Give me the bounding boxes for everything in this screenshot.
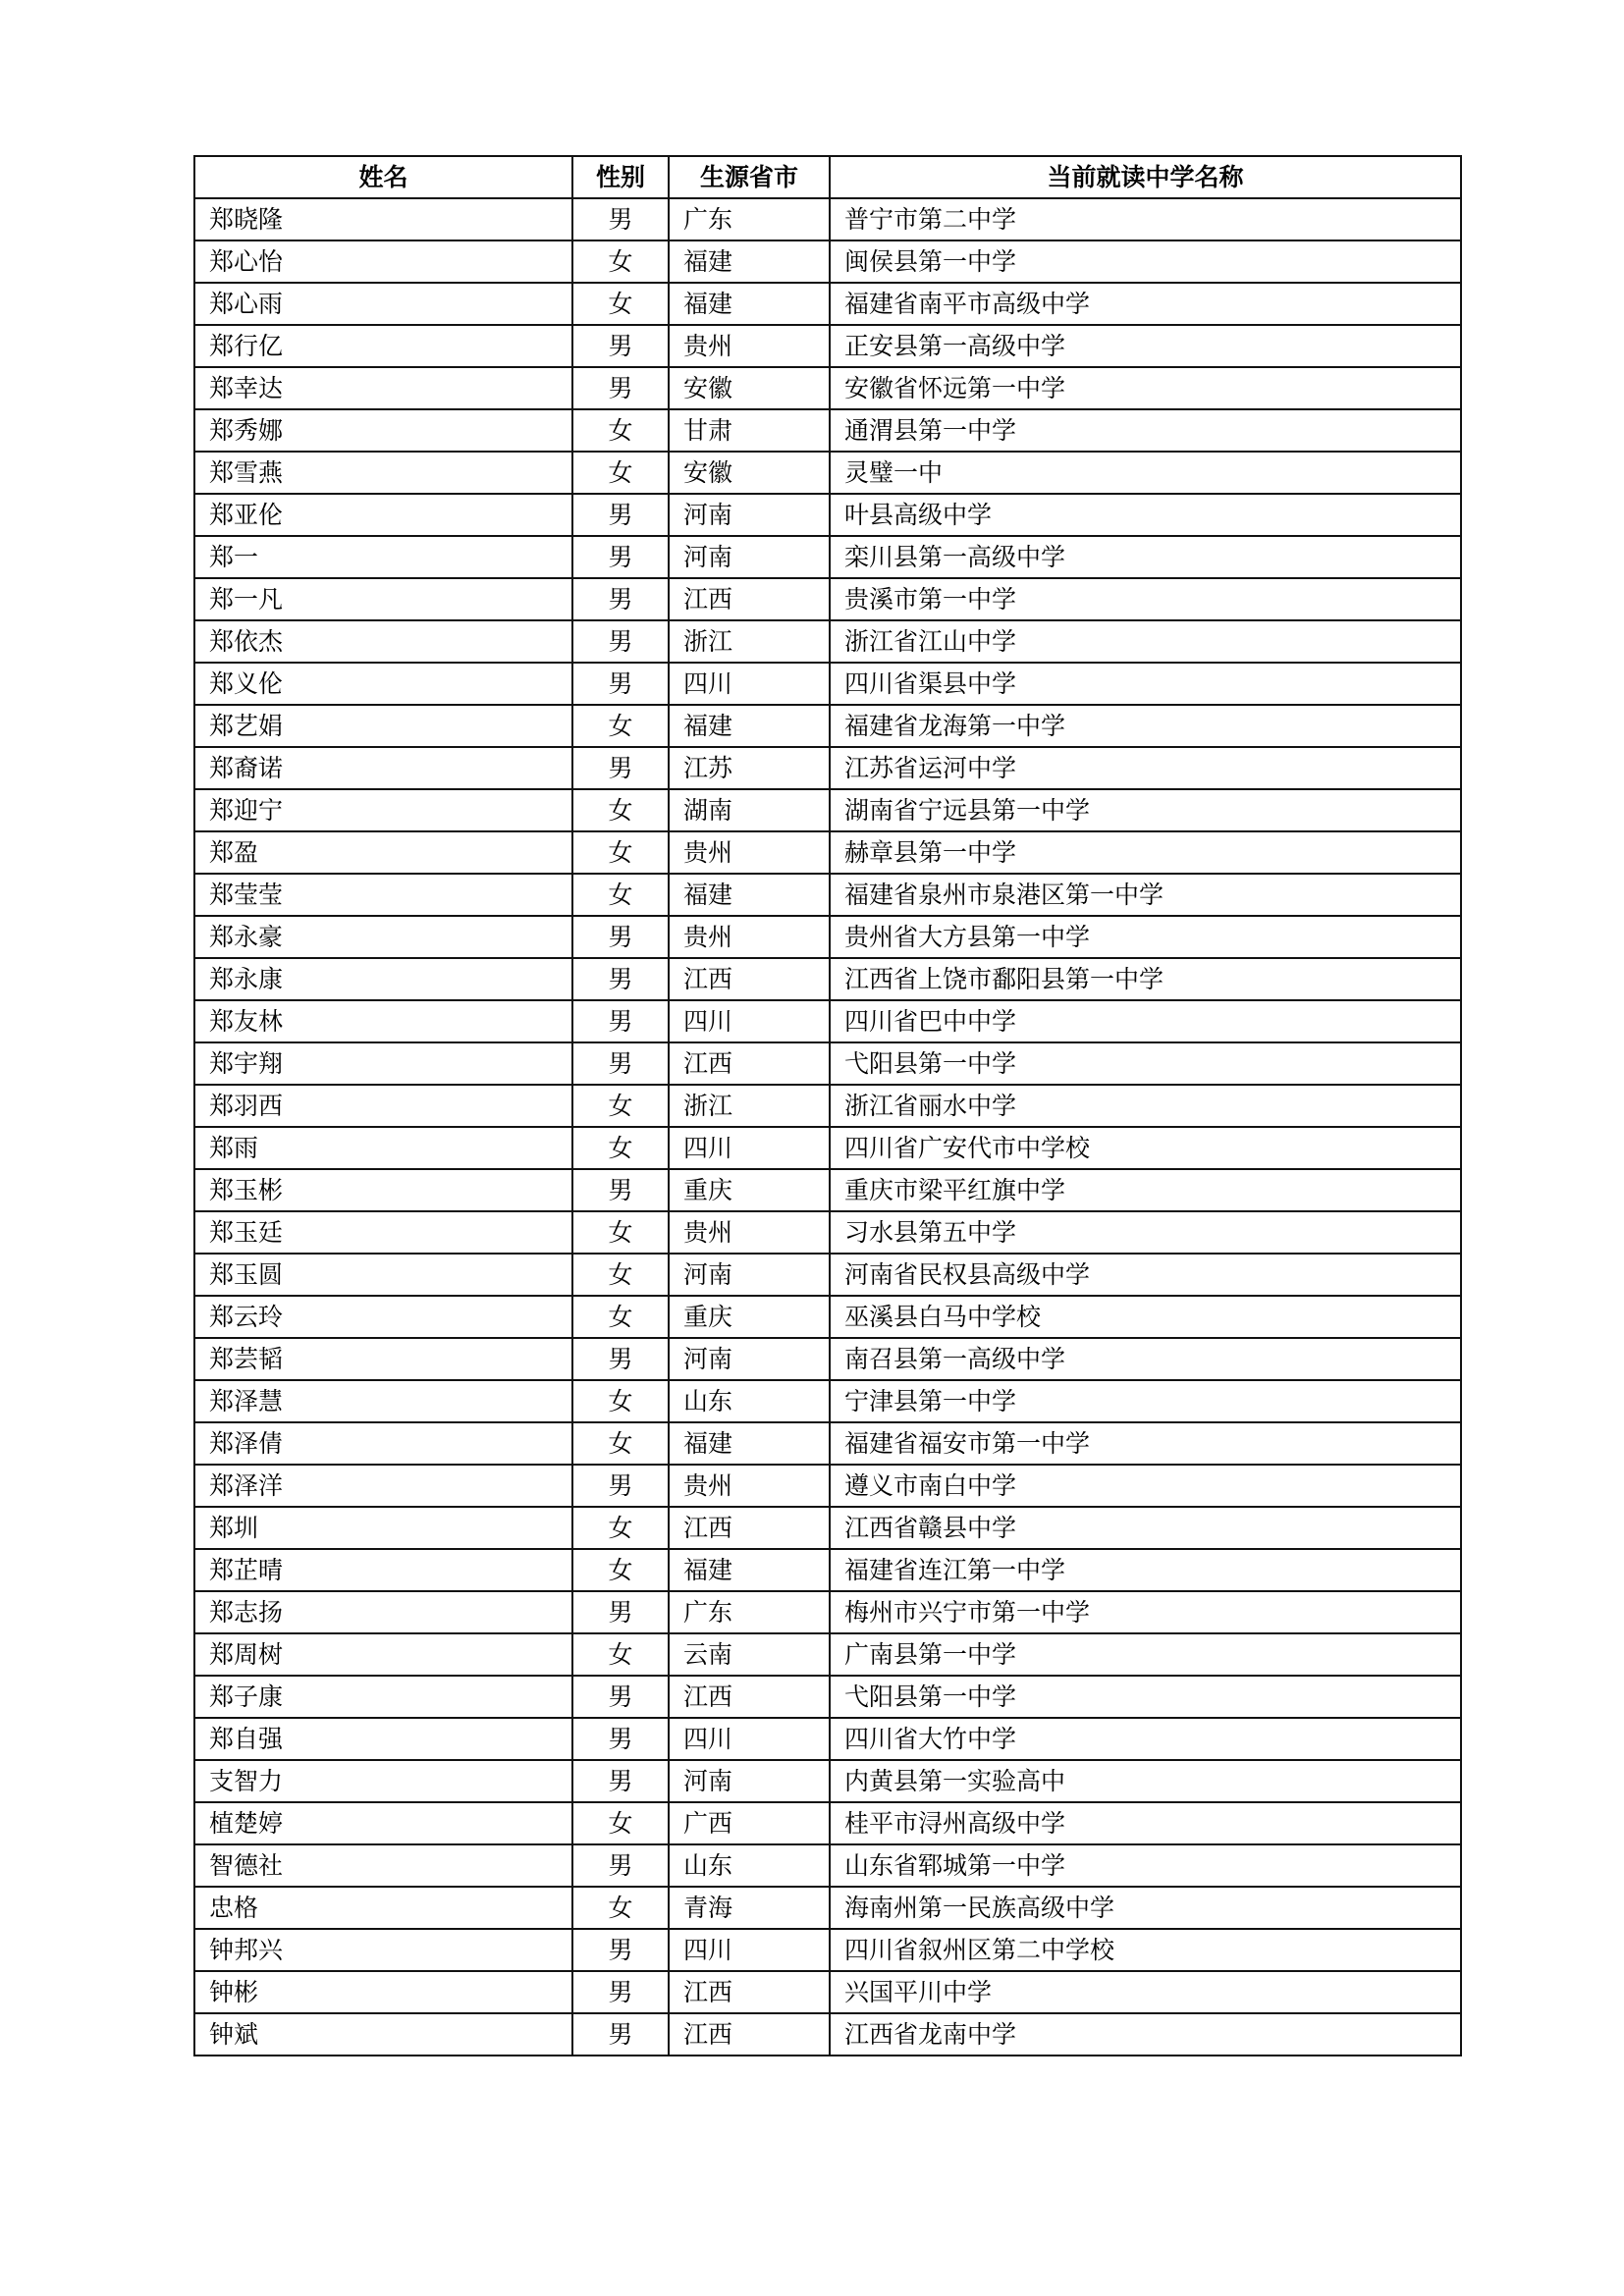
cell-province: 山东 bbox=[669, 1380, 830, 1422]
cell-gender: 男 bbox=[572, 1676, 669, 1718]
cell-province: 重庆 bbox=[669, 1169, 830, 1211]
table-row bbox=[194, 367, 1461, 409]
cell-province: 福建 bbox=[669, 1422, 830, 1465]
cell-gender: 女 bbox=[572, 240, 669, 283]
cell-name: 郑泽倩 bbox=[194, 1422, 572, 1465]
cell-gender: 女 bbox=[572, 1296, 669, 1338]
cell-name: 郑亚伦 bbox=[194, 494, 572, 536]
cell-province: 河南 bbox=[669, 536, 830, 578]
table-row bbox=[194, 1844, 1461, 1887]
cell-gender: 男 bbox=[572, 1000, 669, 1042]
cell-school: 福建省连江第一中学 bbox=[830, 1549, 1461, 1591]
cell-name: 郑芸韬 bbox=[194, 1338, 572, 1380]
table-row bbox=[194, 874, 1461, 916]
cell-gender: 男 bbox=[572, 494, 669, 536]
cell-gender: 男 bbox=[572, 1169, 669, 1211]
cell-gender: 男 bbox=[572, 2013, 669, 2056]
cell-gender: 男 bbox=[572, 1971, 669, 2013]
cell-province: 浙江 bbox=[669, 620, 830, 663]
cell-gender: 男 bbox=[572, 367, 669, 409]
cell-name: 郑裔诺 bbox=[194, 747, 572, 789]
cell-gender: 女 bbox=[572, 874, 669, 916]
cell-school: 通渭县第一中学 bbox=[830, 409, 1461, 452]
table-row bbox=[194, 831, 1461, 874]
table-row bbox=[194, 663, 1461, 705]
cell-name: 钟邦兴 bbox=[194, 1929, 572, 1971]
table-row bbox=[194, 705, 1461, 747]
cell-name: 植楚婷 bbox=[194, 1802, 572, 1844]
cell-school: 遵义市南白中学 bbox=[830, 1465, 1461, 1507]
table-row bbox=[194, 747, 1461, 789]
header-province: 生源省市 bbox=[669, 156, 830, 198]
cell-name: 郑依杰 bbox=[194, 620, 572, 663]
table-row bbox=[194, 1676, 1461, 1718]
cell-gender: 男 bbox=[572, 1591, 669, 1633]
table-row bbox=[194, 1633, 1461, 1676]
cell-name: 郑秀娜 bbox=[194, 409, 572, 452]
cell-school: 江西省赣县中学 bbox=[830, 1507, 1461, 1549]
cell-province: 浙江 bbox=[669, 1085, 830, 1127]
table-row bbox=[194, 2013, 1461, 2056]
cell-name: 郑玉圆 bbox=[194, 1254, 572, 1296]
cell-gender: 女 bbox=[572, 283, 669, 325]
cell-province: 江西 bbox=[669, 578, 830, 620]
cell-gender: 男 bbox=[572, 1929, 669, 1971]
table-row bbox=[194, 1042, 1461, 1085]
table-row bbox=[194, 1127, 1461, 1169]
cell-province: 青海 bbox=[669, 1887, 830, 1929]
cell-school: 福建省龙海第一中学 bbox=[830, 705, 1461, 747]
cell-name: 郑玉彬 bbox=[194, 1169, 572, 1211]
header-name: 姓名 bbox=[194, 156, 572, 198]
cell-school: 浙江省丽水中学 bbox=[830, 1085, 1461, 1127]
cell-province: 河南 bbox=[669, 1254, 830, 1296]
table-row bbox=[194, 1085, 1461, 1127]
cell-school: 赫章县第一中学 bbox=[830, 831, 1461, 874]
cell-province: 江西 bbox=[669, 1676, 830, 1718]
cell-province: 四川 bbox=[669, 1127, 830, 1169]
cell-province: 四川 bbox=[669, 1929, 830, 1971]
cell-name: 郑一 bbox=[194, 536, 572, 578]
cell-school: 安徽省怀远第一中学 bbox=[830, 367, 1461, 409]
cell-gender: 女 bbox=[572, 1422, 669, 1465]
cell-name: 郑一凡 bbox=[194, 578, 572, 620]
cell-province: 四川 bbox=[669, 663, 830, 705]
cell-gender: 女 bbox=[572, 1127, 669, 1169]
cell-gender: 女 bbox=[572, 1802, 669, 1844]
cell-name: 郑迎宁 bbox=[194, 789, 572, 831]
table-row bbox=[194, 409, 1461, 452]
cell-school: 灵璧一中 bbox=[830, 452, 1461, 494]
cell-province: 四川 bbox=[669, 1718, 830, 1760]
cell-gender: 男 bbox=[572, 1760, 669, 1802]
cell-province: 福建 bbox=[669, 283, 830, 325]
cell-gender: 女 bbox=[572, 1507, 669, 1549]
cell-school: 福建省南平市高级中学 bbox=[830, 283, 1461, 325]
cell-school: 闽侯县第一中学 bbox=[830, 240, 1461, 283]
table-row bbox=[194, 1971, 1461, 2013]
cell-school: 四川省大竹中学 bbox=[830, 1718, 1461, 1760]
cell-gender: 男 bbox=[572, 1465, 669, 1507]
cell-name: 郑泽洋 bbox=[194, 1465, 572, 1507]
cell-school: 南召县第一高级中学 bbox=[830, 1338, 1461, 1380]
cell-school: 福建省泉州市泉港区第一中学 bbox=[830, 874, 1461, 916]
cell-province: 福建 bbox=[669, 1549, 830, 1591]
cell-name: 郑芷晴 bbox=[194, 1549, 572, 1591]
cell-province: 四川 bbox=[669, 1000, 830, 1042]
cell-school: 河南省民权县高级中学 bbox=[830, 1254, 1461, 1296]
table-row bbox=[194, 325, 1461, 367]
cell-province: 贵州 bbox=[669, 1211, 830, 1254]
cell-province: 广东 bbox=[669, 198, 830, 240]
cell-school: 巫溪县白马中学校 bbox=[830, 1296, 1461, 1338]
table-row bbox=[194, 1169, 1461, 1211]
table-row bbox=[194, 1591, 1461, 1633]
cell-name: 郑泽慧 bbox=[194, 1380, 572, 1422]
cell-school: 兴国平川中学 bbox=[830, 1971, 1461, 2013]
cell-province: 江西 bbox=[669, 958, 830, 1000]
cell-province: 江西 bbox=[669, 1507, 830, 1549]
cell-province: 福建 bbox=[669, 240, 830, 283]
cell-gender: 女 bbox=[572, 1549, 669, 1591]
table-row bbox=[194, 789, 1461, 831]
cell-name: 郑盈 bbox=[194, 831, 572, 874]
cell-province: 贵州 bbox=[669, 325, 830, 367]
cell-school: 江苏省运河中学 bbox=[830, 747, 1461, 789]
cell-name: 忠格 bbox=[194, 1887, 572, 1929]
cell-gender: 女 bbox=[572, 1380, 669, 1422]
cell-school: 江西省上饶市鄱阳县第一中学 bbox=[830, 958, 1461, 1000]
cell-name: 郑永豪 bbox=[194, 916, 572, 958]
cell-gender: 女 bbox=[572, 1633, 669, 1676]
cell-province: 安徽 bbox=[669, 367, 830, 409]
table-row bbox=[194, 452, 1461, 494]
cell-school: 桂平市浔州高级中学 bbox=[830, 1802, 1461, 1844]
cell-gender: 女 bbox=[572, 1085, 669, 1127]
cell-school: 弋阳县第一中学 bbox=[830, 1676, 1461, 1718]
cell-gender: 女 bbox=[572, 452, 669, 494]
cell-name: 郑自强 bbox=[194, 1718, 572, 1760]
cell-province: 云南 bbox=[669, 1633, 830, 1676]
cell-name: 钟斌 bbox=[194, 2013, 572, 2056]
cell-name: 郑行亿 bbox=[194, 325, 572, 367]
cell-school: 栾川县第一高级中学 bbox=[830, 536, 1461, 578]
table-row bbox=[194, 1549, 1461, 1591]
cell-gender: 男 bbox=[572, 620, 669, 663]
table-row bbox=[194, 198, 1461, 240]
cell-school: 贵溪市第一中学 bbox=[830, 578, 1461, 620]
cell-school: 重庆市梁平红旗中学 bbox=[830, 1169, 1461, 1211]
cell-school: 四川省渠县中学 bbox=[830, 663, 1461, 705]
table-row bbox=[194, 1929, 1461, 1971]
cell-name: 郑羽西 bbox=[194, 1085, 572, 1127]
cell-province: 安徽 bbox=[669, 452, 830, 494]
cell-name: 钟彬 bbox=[194, 1971, 572, 2013]
cell-name: 郑圳 bbox=[194, 1507, 572, 1549]
table-row bbox=[194, 1507, 1461, 1549]
cell-province: 广东 bbox=[669, 1591, 830, 1633]
cell-name: 郑心雨 bbox=[194, 283, 572, 325]
cell-name: 郑志扬 bbox=[194, 1591, 572, 1633]
cell-gender: 男 bbox=[572, 916, 669, 958]
table-row bbox=[194, 1760, 1461, 1802]
cell-gender: 女 bbox=[572, 789, 669, 831]
cell-school: 宁津县第一中学 bbox=[830, 1380, 1461, 1422]
cell-province: 福建 bbox=[669, 705, 830, 747]
cell-gender: 男 bbox=[572, 198, 669, 240]
cell-gender: 女 bbox=[572, 409, 669, 452]
cell-province: 福建 bbox=[669, 874, 830, 916]
header-gender: 性别 bbox=[572, 156, 669, 198]
student-roster-table bbox=[193, 155, 1462, 2056]
cell-province: 江苏 bbox=[669, 747, 830, 789]
cell-school: 习水县第五中学 bbox=[830, 1211, 1461, 1254]
header-school: 当前就读中学名称 bbox=[830, 156, 1461, 198]
cell-gender: 男 bbox=[572, 536, 669, 578]
table-row bbox=[194, 1338, 1461, 1380]
cell-gender: 女 bbox=[572, 1211, 669, 1254]
cell-name: 郑幸达 bbox=[194, 367, 572, 409]
cell-name: 郑周树 bbox=[194, 1633, 572, 1676]
cell-province: 贵州 bbox=[669, 916, 830, 958]
cell-school: 普宁市第二中学 bbox=[830, 198, 1461, 240]
cell-name: 郑晓隆 bbox=[194, 198, 572, 240]
cell-school: 贵州省大方县第一中学 bbox=[830, 916, 1461, 958]
cell-school: 广南县第一中学 bbox=[830, 1633, 1461, 1676]
cell-province: 湖南 bbox=[669, 789, 830, 831]
cell-gender: 男 bbox=[572, 578, 669, 620]
cell-name: 郑子康 bbox=[194, 1676, 572, 1718]
cell-name: 郑宇翔 bbox=[194, 1042, 572, 1085]
table-row bbox=[194, 1802, 1461, 1844]
cell-gender: 男 bbox=[572, 1718, 669, 1760]
table-row bbox=[194, 1422, 1461, 1465]
cell-name: 郑雪燕 bbox=[194, 452, 572, 494]
table-row bbox=[194, 283, 1461, 325]
table-row bbox=[194, 1000, 1461, 1042]
table-row bbox=[194, 958, 1461, 1000]
cell-province: 山东 bbox=[669, 1844, 830, 1887]
cell-gender: 女 bbox=[572, 1887, 669, 1929]
table-header-row bbox=[194, 156, 1461, 198]
cell-province: 江西 bbox=[669, 1971, 830, 2013]
cell-name: 郑艺娟 bbox=[194, 705, 572, 747]
cell-province: 江西 bbox=[669, 1042, 830, 1085]
cell-school: 四川省叙州区第二中学校 bbox=[830, 1929, 1461, 1971]
cell-name: 支智力 bbox=[194, 1760, 572, 1802]
cell-province: 河南 bbox=[669, 494, 830, 536]
cell-school: 湖南省宁远县第一中学 bbox=[830, 789, 1461, 831]
table-row bbox=[194, 1254, 1461, 1296]
cell-province: 广西 bbox=[669, 1802, 830, 1844]
cell-school: 叶县高级中学 bbox=[830, 494, 1461, 536]
table-row bbox=[194, 1380, 1461, 1422]
cell-province: 河南 bbox=[669, 1338, 830, 1380]
cell-name: 郑义伦 bbox=[194, 663, 572, 705]
table-row bbox=[194, 620, 1461, 663]
cell-school: 梅州市兴宁市第一中学 bbox=[830, 1591, 1461, 1633]
cell-school: 四川省广安代市中学校 bbox=[830, 1127, 1461, 1169]
table-row bbox=[194, 916, 1461, 958]
table-row bbox=[194, 1296, 1461, 1338]
cell-gender: 女 bbox=[572, 705, 669, 747]
table-row bbox=[194, 1465, 1461, 1507]
cell-gender: 女 bbox=[572, 831, 669, 874]
cell-school: 正安县第一高级中学 bbox=[830, 325, 1461, 367]
cell-province: 贵州 bbox=[669, 831, 830, 874]
cell-name: 郑心怡 bbox=[194, 240, 572, 283]
cell-province: 江西 bbox=[669, 2013, 830, 2056]
cell-school: 内黄县第一实验高中 bbox=[830, 1760, 1461, 1802]
cell-gender: 男 bbox=[572, 1844, 669, 1887]
cell-name: 郑云玲 bbox=[194, 1296, 572, 1338]
table-row bbox=[194, 1887, 1461, 1929]
table-row bbox=[194, 578, 1461, 620]
cell-gender: 男 bbox=[572, 747, 669, 789]
table-row bbox=[194, 536, 1461, 578]
cell-school: 浙江省江山中学 bbox=[830, 620, 1461, 663]
cell-name: 郑友林 bbox=[194, 1000, 572, 1042]
cell-gender: 男 bbox=[572, 325, 669, 367]
cell-name: 郑雨 bbox=[194, 1127, 572, 1169]
cell-gender: 男 bbox=[572, 1042, 669, 1085]
cell-province: 甘肃 bbox=[669, 409, 830, 452]
cell-name: 郑永康 bbox=[194, 958, 572, 1000]
table-row bbox=[194, 494, 1461, 536]
cell-school: 海南州第一民族高级中学 bbox=[830, 1887, 1461, 1929]
table-row bbox=[194, 1211, 1461, 1254]
cell-school: 福建省福安市第一中学 bbox=[830, 1422, 1461, 1465]
cell-province: 重庆 bbox=[669, 1296, 830, 1338]
cell-gender: 男 bbox=[572, 958, 669, 1000]
cell-name: 智德社 bbox=[194, 1844, 572, 1887]
table-row bbox=[194, 1718, 1461, 1760]
cell-gender: 男 bbox=[572, 663, 669, 705]
table-body bbox=[194, 198, 1461, 2056]
cell-school: 四川省巴中中学 bbox=[830, 1000, 1461, 1042]
cell-name: 郑玉廷 bbox=[194, 1211, 572, 1254]
cell-gender: 男 bbox=[572, 1338, 669, 1380]
table-row bbox=[194, 240, 1461, 283]
cell-gender: 女 bbox=[572, 1254, 669, 1296]
cell-name: 郑莹莹 bbox=[194, 874, 572, 916]
cell-school: 弋阳县第一中学 bbox=[830, 1042, 1461, 1085]
cell-school: 山东省郓城第一中学 bbox=[830, 1844, 1461, 1887]
cell-school: 江西省龙南中学 bbox=[830, 2013, 1461, 2056]
cell-province: 贵州 bbox=[669, 1465, 830, 1507]
cell-province: 河南 bbox=[669, 1760, 830, 1802]
